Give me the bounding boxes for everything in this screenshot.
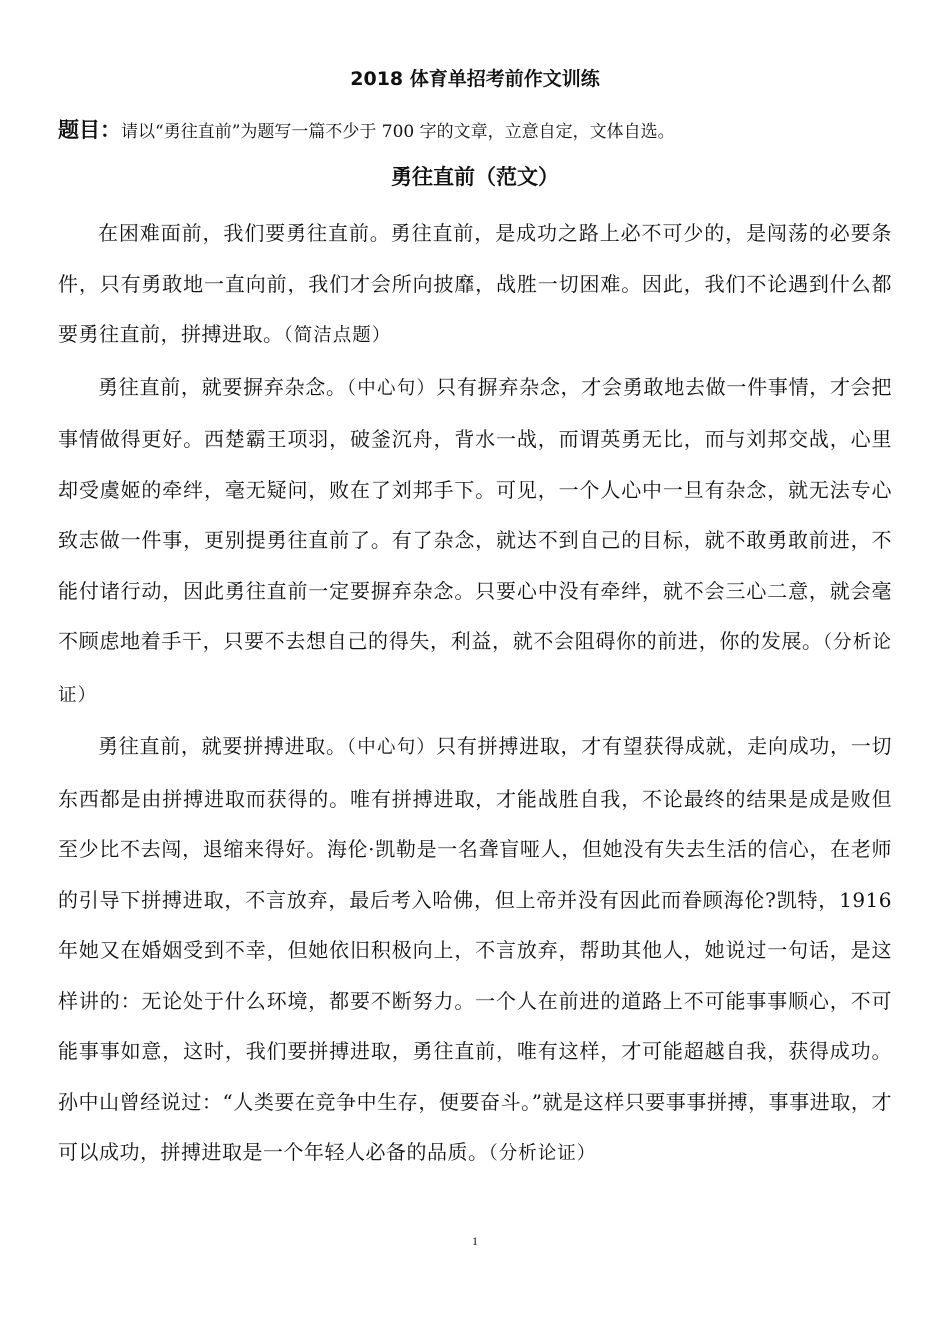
paragraph-text: 勇往直前，就要拼搏进取。 xyxy=(98,734,347,758)
document-title: 2018 体育单招考前作文训练 xyxy=(350,68,600,90)
paragraph-intro xyxy=(58,208,892,362)
page-number: 1 xyxy=(472,1234,478,1248)
annotation-tag: （分析论证） xyxy=(58,632,892,706)
paragraph-argument-1 xyxy=(58,362,892,722)
prompt-text: 请以“勇往直前”为题写一篇不少于 700 字的文章，立意自定，文体自选。 xyxy=(121,122,675,142)
paragraph-argument-2 xyxy=(58,721,892,1180)
essay-title: 勇往直前（范文） xyxy=(391,165,559,189)
paragraph-text: 只有摒弃杂念，才会勇敢地去做一件事情，才会把事情做得更好。西楚霸王项羽，破釜沉舟，背水一战，而谓英勇无比，而与刘邦交战，心里却受虞姬的牵绊，毫无疑问，败在了刘邦手下。可见，一个人心中一旦有杂念，就无法专心致志做一件事，更别提勇往直前了。有了杂念，就达不到自己的目标，就不敢勇敢前进，不能付诸行动，因此勇往直前一定要摒弃杂念。只要心中没有牵绊，就不会三心二意，就会毫不顾虑地着手干，只要不去想自己的得失，利益，就不会阻碍你的前进，你的发展。 xyxy=(58,374,892,653)
annotation-tag: （分析论证） xyxy=(488,1143,597,1164)
paragraph-text: 勇往直前，就要摒弃杂念。 xyxy=(98,374,347,399)
essay-body xyxy=(58,208,892,1180)
annotation-tag: （中心句） xyxy=(346,737,437,758)
prompt-label: 题目： xyxy=(58,118,121,142)
essay-prompt xyxy=(58,116,898,146)
annotation-tag: （简洁点题） xyxy=(283,325,392,346)
paragraph-text: 只有拼搏进取，才有望获得成就，走向成功，一切东西都是由拼搏进取而获得的。唯有拼搏进取，才能战胜自我，不论最终的结果是成是败但至少比不去闯，退缩来得好。海伦·凯勒是一名聋盲哑人，但她没有失去生活的信心，在老师的引导下拼搏进取，不言放弃，最后考入哈佛，但上帝并没有因此而眷顾海伦?凯特，1916 年她又在婚姻受到不幸，但她依旧积极向上，不言放弃，帮助其他人，她说过一句话，是这样讲的：无论处于什么环境，都要不断努力。一个人在前进的道路上不可能事事顺心，不可能事事如意，这时，我们要拼搏进取，勇往直前，唯有这样，才可能超越自我，获得成功。孙中山曾经说过：“人类要在竞争中生存，便要奋斗。”就是这样只要事事拼搏，事事进取，才可以成功，拼搏进取是一个年轻人必备的品质。 xyxy=(58,734,892,1164)
annotation-tag: （中心句） xyxy=(346,377,437,399)
paragraph-text: 在困难面前，我们要勇往直前。勇往直前，是成功之路上必不可少的，是闯荡的必要条件，只有勇敢地一直向前，我们才会所向披靡，战胜一切困难。因此，我们不论遇到什么都要勇往直前，拼搏进取。 xyxy=(58,221,892,346)
